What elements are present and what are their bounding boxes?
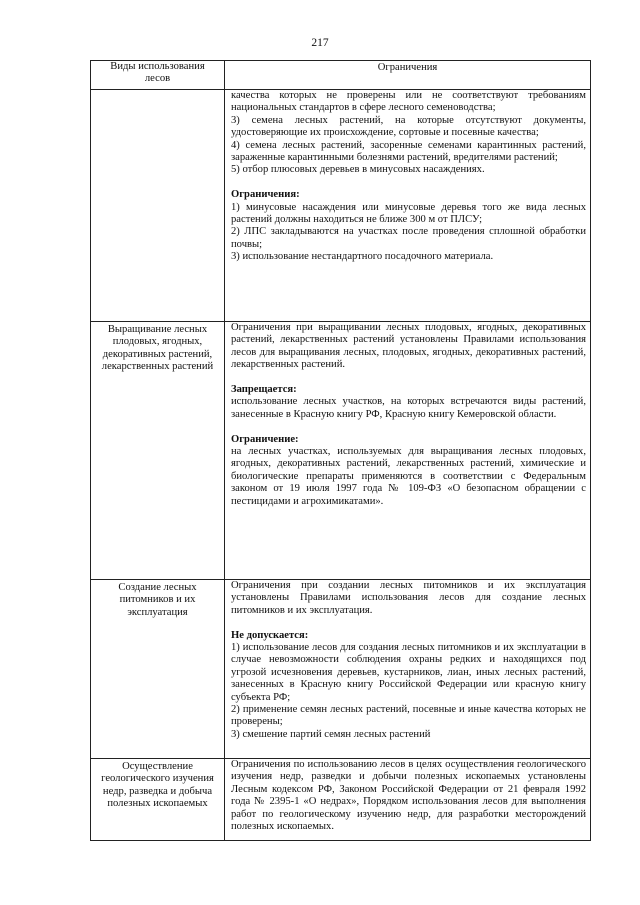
restriction-paragraph: 2) применение семян лесных растений, посевные и иные качества которых не проверены;: [231, 704, 586, 728]
restriction-paragraph: Ограничения при создании лесных питомников и их эксплуатация установлены Правилами использования лесов для создание лесных питомников и их эксплуатация.: [231, 580, 586, 616]
paragraph-gap: [231, 177, 586, 189]
restrictions-cell: [225, 322, 591, 580]
table-row: [91, 322, 591, 580]
restriction-paragraph: использование лесных участков, на которых встречаются виды растений, занесенные в Красную книгу РФ, Красную книгу Кемеровской области.: [231, 396, 586, 420]
restriction-heading: Запрещается:: [231, 384, 297, 396]
restriction-paragraph: 2) ЛПС закладываются на участках после проведения сплошной обработки почвы;: [231, 226, 586, 250]
restrictions-cell: [225, 580, 591, 759]
restriction-paragraph: Ограничения по использованию лесов в целях осуществления геологического изучения недр, разведки и добычи полезных ископаемых установлены Лесным кодексом РФ, Законом Российской Федерации от 21 февраля 1992 года № 2395-1 «О недрах», Порядком использования лесов для выполнения работ по геологическому изучению недр, для разработки месторождений полезных ископаемых.: [231, 759, 586, 833]
table-row: [91, 90, 591, 322]
page-number: 217: [311, 37, 329, 49]
table-row: [91, 759, 591, 841]
forest-use-cell: [91, 90, 225, 322]
restriction-paragraph: на лесных участках, используемых для выращивания лесных плодовых, ягодных, декоративных растений, лекарственных растений, химические и биологические препараты применяются в соответствии с Федеральным законом от 19 июля 1997 года № 109-ФЗ «О безопасном обращении с пестицидами и агрохимикатами».: [231, 446, 586, 507]
forest-use-cell: Осуществление геологического изучения недр, разведка и добыча полезных ископаемых: [91, 759, 225, 841]
table-row: [91, 580, 591, 759]
forest-use-cell: Выращивание лесных плодовых, ягодных, декоративных растений, лекарственных растений: [91, 322, 225, 580]
forest-use-cell: Создание лесных питомников и их эксплуатация: [91, 580, 225, 759]
table-header-row: [91, 61, 591, 90]
restriction-heading: Не допускается:: [231, 629, 309, 641]
paragraph-gap: [231, 421, 586, 433]
restriction-heading: Ограничение:: [231, 433, 299, 445]
restrictions-cell: [225, 90, 591, 322]
restrictions-table: [90, 60, 591, 841]
header-forest-use-types: Виды использования лесов: [91, 61, 225, 90]
restriction-paragraph: Ограничения при выращивании лесных плодовых, ягодных, декоративных растений, лекарственных растений установлены Правилами использования лесов для выращивания лесных, плодовых, ягодных, декоративных растений, лекарственных растений.: [231, 322, 586, 371]
restriction-paragraph: 3) использование нестандартного посадочного материала.: [231, 251, 494, 263]
restrictions-cell: [225, 759, 591, 841]
paragraph-gap: [231, 617, 586, 629]
restriction-heading: Ограничения:: [231, 189, 300, 201]
paragraph-gap: [231, 372, 586, 384]
restriction-paragraph: 3) смешение партий семян лесных растений: [231, 728, 431, 740]
header-restrictions: Ограничения: [225, 61, 591, 90]
restriction-paragraph: 1) минусовые насаждения или минусовые деревья того же вида лесных растений должны находиться не ближе 300 м от ПЛСУ;: [231, 201, 586, 226]
restriction-paragraph: 5) отбор плюсовых деревьев в минусовых насаждениях.: [231, 164, 485, 176]
restriction-paragraph: 1) использование лесов для создания лесных питомников и их эксплуатации в случае невозможности соблюдения охраны редких и находящихся под угрозой исчезновения деревьев, кустарников, лиан, иных лесных растений, занесенных в Красную книгу Российской Федерации или красную книгу субъекта РФ;: [231, 642, 586, 703]
restriction-paragraph: качества которых не проверены или не соответствуют требованиям национальных стандартов в сфере лесного семеноводства;: [231, 90, 586, 114]
restriction-paragraph: 4) семена лесных растений, засоренные семенами карантинных растений, зараженные карантинными болезнями растений, вредителями растений;: [231, 139, 586, 164]
restriction-paragraph: 3) семена лесных растений, на которые отсутствуют документы, удостоверяющие их происхождение, сортовые и посевные качества;: [231, 114, 586, 139]
